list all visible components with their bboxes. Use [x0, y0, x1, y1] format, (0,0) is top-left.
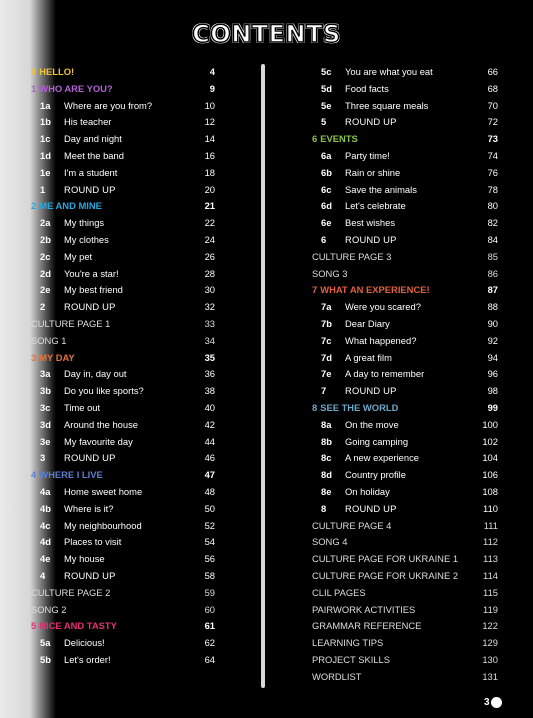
entry-title: MY DAY [39, 351, 75, 363]
lesson-entry [312, 114, 498, 131]
page-dot-icon [491, 697, 502, 708]
section-entry [312, 518, 498, 535]
entry-number: 2 [40, 301, 46, 313]
entry-page: 115 [483, 586, 498, 598]
entry-number: 6 [321, 233, 327, 245]
entry-page: 46 [204, 452, 215, 464]
lesson-entry [312, 383, 498, 400]
entry-page: 44 [204, 435, 215, 447]
lesson-entry [31, 282, 215, 299]
entry-page: 9 [209, 82, 215, 94]
entry-number: 3a [40, 368, 51, 380]
entry-title: On holiday [345, 485, 390, 497]
unit-heading [312, 400, 498, 417]
entry-number: 6d [321, 200, 332, 212]
entry-number: 8 [312, 401, 318, 413]
entry-number: 7a [321, 301, 332, 313]
lesson-entry [312, 350, 498, 367]
entry-number: 7c [321, 334, 332, 346]
contents-left-column [31, 64, 215, 669]
entry-title: Time out [64, 401, 101, 413]
entry-number: 5 [31, 620, 37, 632]
entry-page: 36 [204, 368, 215, 380]
lesson-entry [31, 450, 215, 467]
section-entry [312, 669, 498, 686]
entry-title: What happened? [345, 334, 417, 346]
entry-number: 4a [40, 485, 51, 497]
unit-heading [31, 618, 215, 635]
entry-number: 3 [31, 351, 37, 363]
entry-number: 1b [40, 116, 51, 128]
entry-number: 7 [321, 385, 327, 397]
lesson-entry [31, 568, 215, 585]
entry-page: 130 [482, 653, 498, 665]
entry-title: On the move [345, 418, 399, 430]
entry-page: 10 [204, 99, 215, 111]
entry-title: His teacher [64, 116, 112, 128]
entry-number: 6a [321, 149, 332, 161]
entry-number: 7b [321, 317, 332, 329]
entry-page: 12 [204, 116, 215, 128]
section-entry [31, 585, 215, 602]
lesson-entry [31, 417, 215, 434]
lesson-entry [31, 400, 215, 417]
entry-number: 5b [40, 653, 51, 665]
section-entry [312, 602, 498, 619]
entry-title: Food facts [345, 82, 389, 94]
lesson-entry [31, 366, 215, 383]
entry-title: SONG 4 [312, 536, 348, 548]
unit-heading [31, 350, 215, 367]
entry-page: 59 [204, 586, 215, 598]
entry-page: 129 [482, 637, 498, 649]
entry-title: WORDLIST [312, 670, 362, 682]
entry-number: 5a [40, 637, 51, 649]
lesson-entry [31, 299, 215, 316]
entry-number: 4 [40, 569, 46, 581]
entry-page: 87 [487, 284, 498, 296]
entry-page: 90 [487, 317, 498, 329]
entry-number: 2e [40, 284, 51, 296]
lesson-entry [312, 232, 498, 249]
lesson-entry [31, 165, 215, 182]
entry-page: 26 [204, 250, 215, 262]
entry-title: ROUND UP [345, 116, 397, 128]
entry-number: 5c [321, 66, 332, 77]
lesson-entry [31, 518, 215, 535]
unit-heading [31, 81, 215, 98]
entry-number: 8 [321, 502, 327, 514]
entry-page: 18 [204, 166, 215, 178]
entry-title: SONG 2 [31, 603, 67, 615]
entry-page: 98 [487, 385, 498, 397]
entry-page: 20 [204, 183, 215, 195]
entry-title: SONG 3 [312, 267, 348, 279]
entry-number: 3e [40, 435, 51, 447]
entry-page: 76 [487, 166, 498, 178]
entry-title: You are what you eat [345, 66, 433, 77]
entry-page: 114 [483, 569, 498, 581]
entry-number: 3 [40, 452, 46, 464]
entry-number: 2c [40, 250, 51, 262]
entry-title: Day and night [64, 133, 122, 145]
section-entry [312, 551, 498, 568]
entry-number: 4d [40, 536, 51, 548]
entry-title: Day in, day out [64, 368, 127, 380]
lesson-entry [312, 81, 498, 98]
lesson-entry [312, 450, 498, 467]
entry-page: 47 [204, 469, 215, 481]
lesson-entry [31, 534, 215, 551]
entry-title: My neighbourhood [64, 519, 142, 531]
entry-title: Places to visit [64, 536, 122, 548]
entry-number: 1 [31, 82, 37, 94]
entry-title: Going camping [345, 435, 409, 447]
entry-number: 2b [40, 233, 51, 245]
lesson-entry [31, 148, 215, 165]
entry-number: 6b [321, 166, 332, 178]
entry-page: 33 [204, 317, 215, 329]
entry-number: 0 [31, 66, 37, 77]
entry-number: 5d [321, 82, 332, 94]
lesson-entry [31, 635, 215, 652]
entry-page: 40 [204, 401, 215, 413]
lesson-entry [312, 484, 498, 501]
lesson-entry [312, 64, 498, 81]
section-entry [312, 585, 498, 602]
lesson-entry [31, 434, 215, 451]
lesson-entry [31, 98, 215, 115]
lesson-entry [312, 198, 498, 215]
section-entry [312, 635, 498, 652]
entry-page: 131 [482, 670, 498, 682]
entry-page: 82 [487, 217, 498, 229]
entry-number: 4 [31, 469, 37, 481]
entry-page: 66 [487, 66, 498, 77]
entry-title: ROUND UP [345, 233, 397, 245]
entry-page: 72 [487, 116, 498, 128]
page-number [484, 697, 502, 708]
unit-heading [31, 467, 215, 484]
entry-page: 99 [487, 401, 498, 413]
lesson-entry [31, 383, 215, 400]
entry-title: Home sweet home [64, 485, 143, 497]
entry-number: 2a [40, 217, 51, 229]
entry-title: Were you scared? [345, 301, 421, 313]
entry-title: CULTURE PAGE FOR UKRAINE 1 [312, 553, 459, 565]
entry-title: CLIL PAGES [312, 586, 366, 598]
entry-title: Delicious! [64, 637, 105, 649]
lesson-entry [31, 182, 215, 199]
entry-page: 84 [487, 233, 498, 245]
entry-title: Best wishes [345, 217, 396, 229]
entry-page: 108 [482, 485, 498, 497]
entry-page: 80 [487, 200, 498, 212]
entry-page: 22 [204, 217, 215, 229]
unit-heading [312, 131, 498, 148]
lesson-entry [312, 215, 498, 232]
lesson-entry [31, 232, 215, 249]
entry-number: 8a [321, 418, 332, 430]
lesson-entry [312, 148, 498, 165]
entry-title: WHERE I LIVE [39, 469, 103, 481]
entry-title: Country profile [345, 469, 406, 481]
entry-title: Where is it? [64, 502, 114, 514]
entry-title: A new experience [345, 452, 420, 464]
entry-number: 8b [321, 435, 332, 447]
entry-number: 8c [321, 452, 332, 464]
entry-page: 96 [487, 368, 498, 380]
entry-number: 4b [40, 502, 51, 514]
entry-number: 3c [40, 401, 51, 413]
entry-title: CULTURE PAGE 1 [31, 317, 111, 329]
entry-title: ME AND MINE [39, 200, 102, 212]
lesson-entry [31, 652, 215, 669]
entry-number: 1e [40, 166, 51, 178]
entry-page: 86 [487, 267, 498, 279]
lesson-entry [312, 501, 498, 518]
entry-title: Do you like sports? [64, 385, 144, 397]
lesson-entry [31, 551, 215, 568]
entry-number: 1a [40, 99, 51, 111]
entry-title: Where are you from? [64, 99, 153, 111]
entry-number: 8d [321, 469, 332, 481]
lesson-entry [312, 182, 498, 199]
entry-number: 1 [40, 183, 46, 195]
lesson-entry [31, 266, 215, 283]
entry-page: 64 [204, 653, 215, 665]
entry-number: 8e [321, 485, 332, 497]
entry-title: My house [64, 553, 105, 565]
entry-page: 78 [487, 183, 498, 195]
lesson-entry [31, 131, 215, 148]
entry-page: 85 [487, 250, 498, 262]
entry-page: 111 [483, 519, 498, 531]
section-entry [312, 568, 498, 585]
entry-page: 112 [483, 536, 498, 548]
entry-page: 24 [204, 233, 215, 245]
entry-title: PAIRWORK ACTIVITIES [312, 603, 416, 615]
section-entry [312, 534, 498, 551]
lesson-entry [31, 215, 215, 232]
entry-page: 119 [483, 603, 498, 615]
entry-title: My pet [64, 250, 93, 262]
lesson-entry [312, 165, 498, 182]
entry-page: 38 [204, 385, 215, 397]
entry-page: 50 [204, 502, 215, 514]
entry-number: 3b [40, 385, 51, 397]
entry-page: 42 [204, 418, 215, 430]
entry-title: I'm a student [64, 166, 118, 178]
entry-number: 6c [321, 183, 332, 195]
entry-page: 102 [482, 435, 498, 447]
entry-title: CULTURE PAGE FOR UKRAINE 2 [312, 569, 459, 581]
lesson-entry [312, 333, 498, 350]
entry-title: EVENTS [320, 133, 358, 145]
entry-page: 100 [482, 418, 498, 430]
entry-page: 94 [487, 351, 498, 363]
entry-page: 61 [204, 620, 215, 632]
entry-title: ROUND UP [64, 452, 116, 464]
entry-title: Party time! [345, 149, 390, 161]
entry-page: 14 [204, 133, 215, 145]
entry-title: A day to remember [345, 368, 425, 380]
entry-title: ROUND UP [64, 301, 116, 313]
entry-page: 56 [204, 553, 215, 565]
entry-title: Meet the band [64, 149, 124, 161]
entry-page: 70 [487, 99, 498, 111]
entry-title: GRAMMAR REFERENCE [312, 620, 422, 632]
lesson-entry [312, 316, 498, 333]
unit-heading [312, 282, 498, 299]
entry-number: 2d [40, 267, 51, 279]
entry-page: 54 [204, 536, 215, 548]
lesson-entry [31, 484, 215, 501]
entry-page: 62 [204, 637, 215, 649]
section-entry [31, 602, 215, 619]
lesson-entry [312, 98, 498, 115]
lesson-entry [312, 434, 498, 451]
entry-title: My best friend [64, 284, 123, 296]
entry-title: Around the house [64, 418, 139, 430]
lesson-entry [31, 249, 215, 266]
entry-page: 74 [487, 149, 498, 161]
section-entry [31, 333, 215, 350]
entry-page: 30 [204, 284, 215, 296]
lesson-entry [312, 417, 498, 434]
entry-page: 88 [487, 301, 498, 313]
section-entry [312, 266, 498, 283]
entry-page: 32 [204, 301, 215, 313]
entry-title: ROUND UP [345, 385, 397, 397]
entry-title: HELLO! [39, 66, 75, 77]
page-title: CONTENTS [192, 20, 341, 48]
entry-title: SEE THE WORLD [320, 401, 399, 413]
entry-page: 21 [204, 200, 215, 212]
entry-page: 16 [204, 149, 215, 161]
entry-page: 106 [482, 469, 498, 481]
section-entry [31, 316, 215, 333]
entry-page: 58 [204, 569, 215, 581]
entry-title: LEARNING TIPS [312, 637, 384, 649]
entry-page: 28 [204, 267, 215, 279]
entry-title: You're a star! [64, 267, 119, 279]
entry-number: 6 [312, 133, 318, 145]
entry-title: WHO ARE YOU? [39, 82, 113, 94]
lesson-entry [312, 299, 498, 316]
entry-number: 4e [40, 553, 51, 565]
entry-number: 1c [40, 133, 51, 145]
entry-page: 68 [487, 82, 498, 94]
entry-title: A great film [345, 351, 392, 363]
entry-page: 92 [487, 334, 498, 346]
contents-right-column [312, 64, 498, 685]
entry-page: 60 [204, 603, 215, 615]
entry-title: Let's order! [64, 653, 111, 665]
entry-page: 34 [204, 334, 215, 346]
lesson-entry [31, 114, 215, 131]
entry-page: 104 [482, 452, 498, 464]
entry-title: PROJECT SKILLS [312, 653, 390, 665]
unit-heading [31, 198, 215, 215]
entry-number: 5 [321, 116, 327, 128]
entry-title: CULTURE PAGE 4 [312, 519, 392, 531]
entry-number: 4c [40, 519, 51, 531]
entry-title: My favourite day [64, 435, 133, 447]
entry-page: 4 [209, 66, 215, 77]
lesson-entry [312, 366, 498, 383]
section-entry [312, 652, 498, 669]
page-number-text: 3 [484, 697, 490, 709]
lesson-entry [312, 467, 498, 484]
entry-page: 73 [487, 133, 498, 145]
entry-number: 7e [321, 368, 332, 380]
entry-number: 7 [312, 284, 318, 296]
entry-title: CULTURE PAGE 2 [31, 586, 111, 598]
entry-page: 48 [204, 485, 215, 497]
lesson-entry [31, 501, 215, 518]
entry-title: ROUND UP [64, 569, 116, 581]
entry-title: ROUND UP [64, 183, 116, 195]
entry-title: Dear Diary [345, 317, 390, 329]
entry-page: 35 [204, 351, 215, 363]
entry-number: 6e [321, 217, 332, 229]
entry-page: 52 [204, 519, 215, 531]
entry-number: 5e [321, 99, 332, 111]
entry-number: 3d [40, 418, 51, 430]
unit-heading [31, 64, 215, 81]
entry-title: My things [64, 217, 105, 229]
entry-title: ROUND UP [345, 502, 397, 514]
entry-number: 7d [321, 351, 332, 363]
entry-page: 113 [483, 553, 498, 565]
entry-title: NICE AND TASTY [39, 620, 117, 632]
entry-title: SONG 1 [31, 334, 67, 346]
entry-page: 110 [483, 502, 498, 514]
section-entry [312, 249, 498, 266]
entry-title: WHAT AN EXPERIENCE! [320, 284, 430, 296]
entry-title: Rain or shine [345, 166, 401, 178]
entry-title: Save the animals [345, 183, 417, 195]
entry-title: CULTURE PAGE 3 [312, 250, 392, 262]
entry-title: Three square meals [345, 99, 429, 111]
entry-number: 2 [31, 200, 37, 212]
entry-title: Let's celebrate [345, 200, 406, 212]
column-divider [261, 64, 265, 688]
section-entry [312, 618, 498, 635]
entry-title: My clothes [64, 233, 109, 245]
entry-number: 1d [40, 149, 51, 161]
entry-page: 122 [482, 620, 498, 632]
